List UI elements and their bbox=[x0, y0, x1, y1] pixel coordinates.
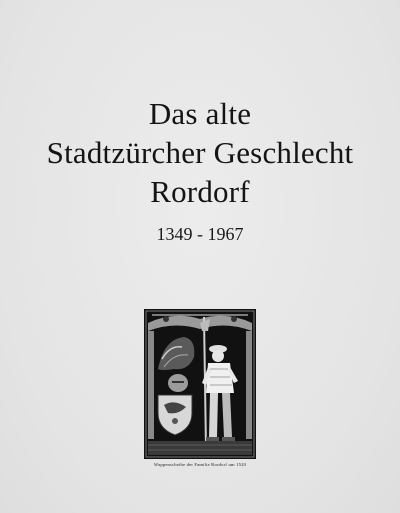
coat-of-arms-stained-glass-image bbox=[144, 309, 256, 459]
illustration-caption: Wappenscheibe der Familie Rordorf um 1520 bbox=[153, 462, 247, 467]
figure-left-leg bbox=[209, 393, 218, 437]
title-line-1: Das alte bbox=[148, 96, 252, 131]
stained-glass-illustration bbox=[144, 309, 256, 459]
figure-right-shoe bbox=[222, 437, 235, 441]
right-column bbox=[246, 331, 252, 439]
plate-background bbox=[144, 309, 256, 459]
title-line-2: Stadtzürcher Geschlecht bbox=[46, 135, 354, 170]
year-range: 1349 - 1967 bbox=[156, 224, 244, 244]
left-column bbox=[148, 331, 154, 439]
figure-head bbox=[212, 350, 224, 362]
floor bbox=[148, 441, 252, 455]
shield-detail bbox=[172, 418, 178, 424]
leaf-ornament bbox=[231, 316, 237, 322]
leaf-ornament bbox=[163, 316, 169, 322]
title-line-3: Rordorf bbox=[150, 174, 250, 209]
figure-left-shoe bbox=[206, 437, 219, 441]
helmet-visor bbox=[172, 381, 184, 383]
